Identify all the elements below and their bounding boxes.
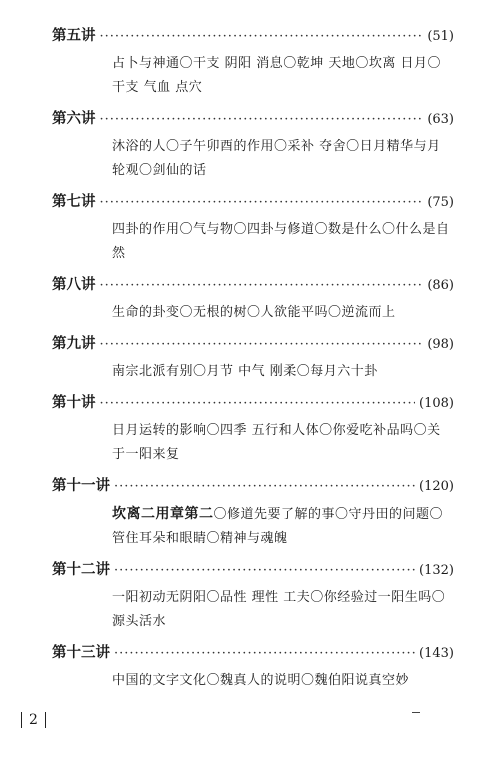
page-ref: (51) <box>427 29 454 44</box>
lecture-title[interactable]: 第五讲 <box>52 28 96 44</box>
lecture-topics: 南宗北派有别〇月节 中气 刚柔〇每月六十卦 <box>112 364 378 379</box>
dot-leader <box>100 195 424 210</box>
toc-entry <box>52 332 454 384</box>
page-ref: (63) <box>427 112 454 127</box>
page-number: 2 <box>29 712 38 728</box>
dot-leader <box>100 278 424 293</box>
toc-entry <box>52 641 454 693</box>
lecture-title[interactable]: 第六讲 <box>52 111 96 127</box>
page-footer <box>14 712 53 728</box>
lecture-title[interactable]: 第十一讲 <box>52 478 110 494</box>
lecture-topics: 中国的文字文化〇魏真人的说明〇魏伯阳说真空妙 <box>112 673 410 688</box>
dot-leader <box>100 396 416 411</box>
page-ref: (143) <box>419 646 454 661</box>
dot-leader <box>114 563 415 578</box>
lecture-topics: 占卜与神通〇干支 阴阳 消息〇乾坤 天地〇坎离 日月〇干支 气血 点穴 <box>112 56 442 95</box>
dot-leader <box>114 646 415 661</box>
page-ref: (120) <box>419 479 454 494</box>
dot-leader <box>100 112 424 127</box>
page-ref: (86) <box>427 278 454 293</box>
dot-leader <box>100 29 424 44</box>
lecture-topics: 四卦的作用〇气与物〇四卦与修道〇数是什么〇什么是自然 <box>112 222 450 261</box>
lecture-title[interactable]: 第十二讲 <box>52 562 110 578</box>
lecture-title[interactable]: 第八讲 <box>52 277 96 293</box>
toc-entry <box>52 107 454 183</box>
chapter-name: 坎离二用章第二 <box>112 506 214 522</box>
lecture-title[interactable]: 第七讲 <box>52 194 96 210</box>
page-ref: (75) <box>427 195 454 210</box>
lecture-topics <box>112 502 454 551</box>
footer-bar-left <box>21 712 22 728</box>
toc-entry <box>52 24 454 100</box>
page-ref: (132) <box>419 563 454 578</box>
lecture-title[interactable]: 第九讲 <box>52 336 96 352</box>
footer-dash <box>412 712 420 713</box>
dot-leader <box>100 337 424 352</box>
lecture-topics-text: 〇修道先要了解的事〇守丹田的问题〇管住耳朵和眼睛〇精神与魂魄 <box>112 507 444 546</box>
page-ref: (98) <box>427 337 454 352</box>
lecture-topics: 生命的卦变〇无根的树〇人欲能平吗〇逆流而上 <box>112 305 396 320</box>
lecture-topics: 一阳初动无阴阳〇品性 理性 工夫〇你经验过一阳生吗〇源头活水 <box>112 590 446 629</box>
lecture-topics: 沐浴的人〇子午卯酉的作用〇采补 夺舍〇日月精华与月轮观〇剑仙的话 <box>112 139 441 178</box>
lecture-title[interactable]: 第十三讲 <box>52 645 110 661</box>
toc-entry <box>52 391 454 467</box>
footer-bar-right <box>45 712 46 728</box>
toc-entry <box>52 190 454 266</box>
toc-entry <box>52 273 454 325</box>
toc-entry <box>52 558 454 634</box>
lecture-title[interactable]: 第十讲 <box>52 395 96 411</box>
lecture-topics: 日月运转的影响〇四季 五行和人体〇你爱吃补品吗〇关于一阳来复 <box>112 423 441 462</box>
toc-entry <box>52 474 454 551</box>
dot-leader <box>114 479 415 494</box>
page-ref: (108) <box>419 396 454 411</box>
table-of-contents <box>52 24 454 700</box>
